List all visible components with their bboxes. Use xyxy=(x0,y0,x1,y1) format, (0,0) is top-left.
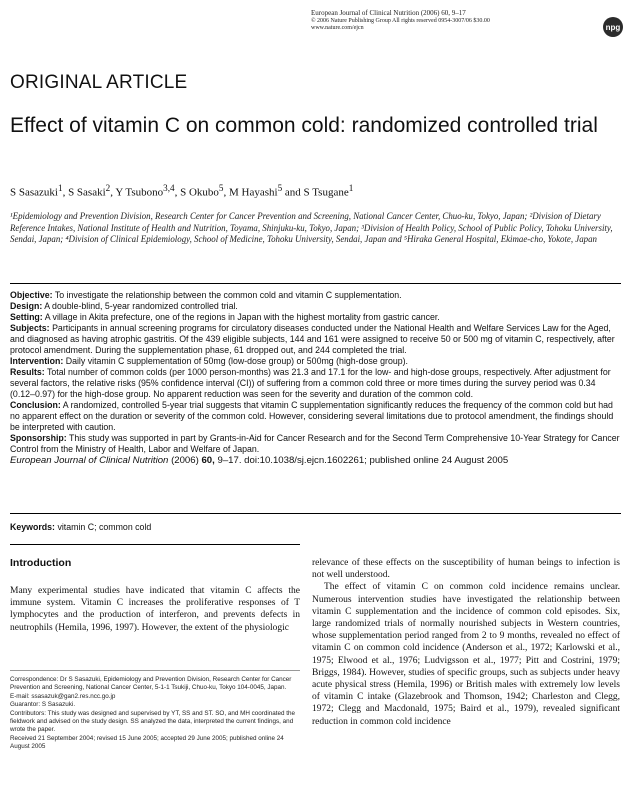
abstract-text: Participants in annual screening programs for circulatory diseases conducted under the National Health and Welfare Services Law for the Aged, and diagnosed as having atrophic gastritis. Of the 439 eligible subjects, 144 and 161 were assigned to receive 50 or 500 mg of vitamin C, respectively, after protocol amendment. During the supplementation phase, 61 dropped out, and 244 completed the trial. xyxy=(10,323,615,355)
abstract-label: Objective: xyxy=(10,290,53,300)
footnotes xyxy=(10,676,300,752)
abstract-label: Conclusion: xyxy=(10,400,61,410)
author-name: S Sasazuki xyxy=(10,186,58,199)
author-name: S Tsugane xyxy=(303,186,349,199)
abstract-citation xyxy=(10,455,621,466)
paragraph: The effect of vitamin C on common cold incidence remains unclear. Numerous intervention studies have investigated the relationship between vitamin C supplementation and the incidence of common cold episodes. Six, large randomized trials of normally nourished subjects in Western countries, whose supplementation period ranged from 2 to 9 months, revealed no effect of vitamin C on common cold incidence (Anderson et al., 1972; Karlowski et al., 1975; Elwood et al., 1976; Ludvigsson et al., 1977; Pitt and Costrini, 1979; Briggs, 1984). However, studies of specific groups, such as subjects under heavy acute physical stress (Hemila, 1996) or British males with extremely low levels of vitamin C intake (Glazebrook and Thomson, 1942; Charleston and Clegg, 1972; Clegg and Macdonald, 1975; Baird et al., 1979), revealed significant reduction in common cold incidence xyxy=(312,582,620,727)
journal-url[interactable]: www.nature.com/ejcn xyxy=(311,25,364,31)
intro-divider xyxy=(10,544,300,545)
author-name: M Hayashi xyxy=(229,186,278,199)
abstract-text: Daily vitamin C supplementation of 50mg (low-dose group) or 500mg (high-dose group). xyxy=(65,356,409,366)
intro-left-column: Many experimental studies have indicated that vitamin C affects the immune system. Vitamin C increases the proliferative responses of T lymphocytes and the production of interferon, and prevents defects in neutrophils (Hemila, 1996, 1997). However, the extent of the physiologic xyxy=(10,586,300,633)
abstract-text: This study was supported in part by Grants-in-Aid for Cancer Research and for the Second Term Comprehensive 10-Year Strategy for Cancer Control from the Ministry of Health, Labor and Welfare of Japan. xyxy=(10,433,620,454)
npg-logo: npg xyxy=(603,17,623,37)
abstract-sponsorship xyxy=(10,433,621,455)
citation-year: (2006) xyxy=(171,455,199,466)
affiliation-marker: 5 xyxy=(277,183,283,193)
citation-rest: 9–17. doi:10.1038/sj.ejcn.1602261; published online 24 August 2005 xyxy=(217,455,509,466)
abstract-text: Total number of common colds (per 1000 person-months) was 21.3 and 17.1 for the low- and high-dose groups, respectively. After adjustment for several factors, the relative risks (95% confidence interval (CI)) of suffering from a common cold three or more times during the survey period was 0.34 (0.12–0.97) for the high-dose group. No apparent reduction was seen for the severity and duration of the common cold. xyxy=(10,367,611,399)
paragraph: relevance of these effects on the susceptibility of human beings to infection is not well understood. xyxy=(312,558,620,581)
abstract-label: Subjects: xyxy=(10,323,50,333)
affiliation-marker: 2 xyxy=(105,183,111,193)
author-name: S Okubo xyxy=(180,186,219,199)
abstract-results xyxy=(10,367,621,400)
keywords xyxy=(10,522,151,532)
affiliations: ¹Epidemiology and Prevention Division, Research Center for Cancer Prevention and Screening, National Cancer Center, Chuo-ku, Tokyo, Japan; ²Division of Dietary Reference Intakes, National Institute of Health and Nutrition, Toyama, Shinjuku-ku, Tokyo, Japan; ³Division of Health Policy, School of Public Policy, Tohoku University, Sendai, Japan; ⁴Division of Clinical Epidemiology, School of Medicine, Tohoku University, Sendai, Japan and ⁵Hiraka General Hospital, Ekimae-cho, Yokote, Japan xyxy=(10,211,613,244)
author-name: Y Tsubono xyxy=(115,186,164,199)
author-list: S Sasazuki$^1$, S Sasaki$^2$, Y Tsubono$^{3,4}$, S Okubo$^5$, M Hayashi$^5$ and S Tsugane$^1$ xyxy=(10,183,354,199)
author-conjunction: and xyxy=(284,186,301,199)
keywords-label: Keywords: xyxy=(10,522,55,532)
abstract-bottom-divider xyxy=(10,513,621,514)
footnote-divider xyxy=(10,670,300,671)
author-name: S Sasaki xyxy=(68,186,106,199)
journal-citation-line: European Journal of Clinical Nutrition (2006) 60, 9–17 xyxy=(311,9,466,17)
footnote-guarantor: Guarantor: S Sasazuki. xyxy=(10,701,76,709)
abstract-label: Setting: xyxy=(10,312,43,322)
abstract-subjects xyxy=(10,323,621,356)
section-heading-introduction: Introduction xyxy=(10,557,72,569)
footnote-contributors: Contributors: This study was designed and supervised by YT, SS and ST. SO, and MH coordinated the fieldwork and advised on the study design. SS analyzed the data, interpreted the current findings, and wrote the paper. xyxy=(10,709,296,734)
citation-journal: European Journal of Clinical Nutrition xyxy=(10,455,169,466)
footnote-correspondence: Correspondence: Dr S Sasazuki, Epidemiology and Prevention Division, Research Center for Cancer Prevention and Screening, National Cancer Center, 5-1-1 Tsukiji, Chuo-ku, Tokyo 104-0045, Japan. xyxy=(10,676,292,692)
affiliation-marker: 1 xyxy=(348,183,354,193)
abstract-design xyxy=(10,301,621,312)
footnote-email[interactable]: E-mail: ssasazuk@gan2.res.ncc.go.jp xyxy=(10,692,116,700)
affiliation-marker: 5 xyxy=(218,183,224,193)
abstract-label: Results: xyxy=(10,367,45,377)
abstract-label: Design: xyxy=(10,301,43,311)
abstract-intervention xyxy=(10,356,621,367)
abstract-label: Sponsorship: xyxy=(10,433,67,443)
abstract-setting xyxy=(10,312,621,323)
citation-volume: 60, xyxy=(201,455,215,466)
abstract-text: A double-blind, 5-year randomized controlled trial. xyxy=(44,301,238,311)
abstract-text: A randomized, controlled 5-year trial suggests that vitamin C supplementation significantly reduces the frequency of the common cold but had no apparent effect on the duration or severity of the common cold. However, considering several limitations due to protocol amendment, the findings should be interpreted with caution. xyxy=(10,400,614,432)
abstract-text: To investigate the relationship between the common cold and vitamin C supplementation. xyxy=(54,290,402,300)
copyright-line: © 2006 Nature Publishing Group All rights reserved 0954-3007/06 $30.00 xyxy=(311,17,490,24)
article-type: ORIGINAL ARTICLE xyxy=(10,72,188,93)
article-title: Effect of vitamin C on common cold: randomized controlled trial xyxy=(10,114,598,137)
intro-right-column xyxy=(312,557,620,728)
abstract-top-divider xyxy=(10,283,621,284)
abstract xyxy=(10,290,621,466)
footnote-received: Received 21 September 2004; revised 15 June 2005; accepted 29 June 2005; published online 24 August 2005 xyxy=(10,734,284,751)
affiliation-marker: 3,4 xyxy=(163,183,175,193)
journal-header xyxy=(311,10,611,33)
affiliation-marker: 1 xyxy=(57,183,63,193)
abstract-text: A village in Akita prefecture, one of the regions in Japan with the highest mortality from gastric cancer. xyxy=(44,312,440,322)
abstract-objective xyxy=(10,290,621,301)
abstract-conclusion xyxy=(10,400,621,433)
keywords-text: vitamin C; common cold xyxy=(57,522,152,532)
abstract-label: Intervention: xyxy=(10,356,64,366)
